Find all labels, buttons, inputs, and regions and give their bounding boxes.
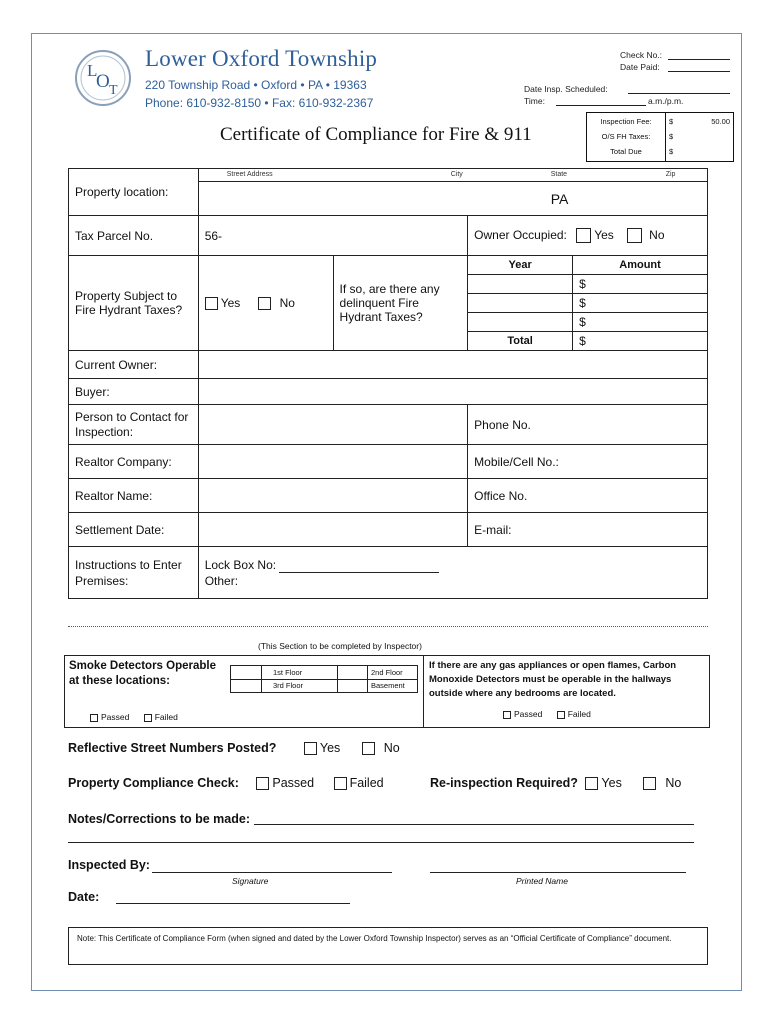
co-pass-fail (503, 709, 591, 719)
fee-row-taxes (587, 132, 733, 144)
smoke-failed-label: Failed (154, 712, 178, 722)
phone-field[interactable]: Phone No. (468, 405, 708, 445)
owner-no-label: No (649, 227, 665, 242)
other-label: Other: (204, 573, 239, 588)
realtor-name-field[interactable] (198, 479, 467, 513)
buyer-label: Buyer: (69, 379, 199, 405)
realtor-company-label: Realtor Company: (69, 445, 199, 479)
owner-no-checkbox[interactable] (627, 228, 642, 243)
contact-label: Person to Contact for Inspection: (69, 405, 199, 445)
instructions-label: Instructions to Enter Premises: (69, 547, 199, 599)
fire-hydrant-options (198, 256, 333, 351)
co-failed-label: Failed (567, 709, 591, 719)
smoke-passed-checkbox[interactable] (90, 714, 98, 722)
reinspection-no-checkbox[interactable] (643, 777, 656, 790)
inspector-box (64, 655, 710, 728)
email-field[interactable]: E-mail: (468, 513, 708, 547)
compliance-passed-checkbox[interactable] (256, 777, 269, 790)
notes-field-line-2[interactable] (68, 830, 694, 843)
smoke-failed-checkbox[interactable] (144, 714, 152, 722)
street-numbers-no-label: No (383, 741, 400, 755)
certificate-title: Certificate of Compliance for Fire & 911 (220, 124, 532, 145)
reinspection-no-label: No (665, 776, 682, 790)
co-passed-checkbox[interactable] (503, 711, 511, 719)
notes-label: Notes/Corrections to be made: (68, 812, 250, 826)
lockbox-field[interactable] (279, 563, 439, 573)
date-insp-field[interactable] (628, 84, 730, 94)
compliance-failed-label: Failed (349, 776, 384, 790)
section-divider (68, 626, 708, 627)
year-field-2[interactable] (468, 294, 573, 313)
fee-row-inspection (587, 117, 733, 129)
official-note-box: Note: This Certificate of Compliance Form (when signed and dated by the Lower Oxford Township Inspector) serves as an “Official Certificate of Compliance” document. (68, 927, 708, 965)
tax-parcel-label: Tax Parcel No. (69, 216, 199, 256)
hydrant-no-checkbox[interactable] (258, 297, 271, 310)
inspected-by-label: Inspected By: (68, 858, 150, 872)
time-field[interactable] (556, 96, 646, 106)
current-owner-label: Current Owner: (69, 351, 199, 379)
amount-field-2[interactable]: $ (573, 294, 708, 313)
date-paid-label: Date Paid: (620, 62, 660, 72)
township-address: 220 Township Road • Oxford • PA • 19363 (145, 78, 367, 92)
street-numbers-yes-checkbox[interactable] (304, 742, 317, 755)
fee-box (586, 112, 734, 162)
reinspection-yes-label: Yes (601, 776, 622, 790)
logo-letter-o: O (96, 71, 110, 92)
am-pm-label: a.m./p.m. (648, 96, 684, 106)
fee-row-total (587, 147, 733, 159)
date-paid-field[interactable] (668, 62, 730, 72)
owner-occupied-label: Owner Occupied: (474, 227, 567, 242)
office-field[interactable]: Office No. (468, 479, 708, 513)
township-phone: Phone: 610-932-8150 • Fax: 610-932-2367 (145, 96, 374, 110)
zip-caption: Zip (665, 171, 676, 178)
compliance-passed-label: Passed (272, 776, 315, 790)
current-owner-field[interactable] (198, 351, 707, 379)
street-numbers-no-checkbox[interactable] (362, 742, 375, 755)
hydrant-yes-label: Yes (220, 295, 241, 310)
property-location-field[interactable] (198, 169, 707, 216)
compliance-row (68, 776, 384, 790)
reinspection-label: Re-inspection Required? (430, 776, 578, 790)
fee-amount: 50.00 (711, 117, 730, 126)
date-field[interactable] (116, 890, 350, 904)
fire-hydrant-label: Property Subject to Fire Hydrant Taxes? (69, 256, 199, 351)
fee-label: Inspection Fee: (600, 117, 652, 126)
total-label: Total (468, 332, 573, 351)
fee-label: Total Due (610, 147, 642, 156)
fee-currency: $ (669, 147, 674, 156)
floor2-label: 2nd Floor (371, 668, 403, 677)
street-numbers-row (68, 741, 400, 755)
smoke-title: Smoke Detectors Operable at these locations: (69, 660, 217, 687)
floor3-label: 3rd Floor (273, 681, 304, 690)
year-field-1[interactable] (468, 275, 573, 294)
state-caption: State (550, 171, 568, 178)
printed-name-field[interactable] (430, 859, 686, 873)
smoke-passed-label: Passed (101, 712, 130, 722)
tax-parcel-field[interactable]: 56- (198, 216, 467, 256)
city-caption: City (450, 171, 463, 178)
mobile-field[interactable]: Mobile/Cell No.: (468, 445, 708, 479)
township-name: Lower Oxford Township (145, 46, 378, 71)
co-failed-checkbox[interactable] (557, 711, 565, 719)
street-numbers-label: Reflective Street Numbers Posted? (68, 741, 277, 755)
signature-caption: Signature (232, 876, 269, 886)
owner-yes-checkbox[interactable] (576, 228, 591, 243)
property-form-table (68, 168, 708, 599)
fee-currency: $ (669, 132, 674, 141)
amount-header: Amount (573, 256, 708, 275)
owner-occupied-cell (468, 216, 708, 256)
inspector-section-note: (This Section to be completed by Inspector) (258, 641, 422, 651)
owner-yes-label: Yes (594, 227, 614, 242)
signature-field[interactable] (152, 859, 392, 873)
compliance-label: Property Compliance Check: (68, 776, 239, 790)
printed-name-caption: Printed Name (516, 876, 568, 886)
township-logo (74, 49, 132, 107)
fee-label: O/S FH Taxes: (601, 132, 651, 141)
time-label: Time: (524, 96, 545, 106)
reinspection-row (430, 776, 681, 790)
fee-currency: $ (669, 117, 674, 126)
reinspection-yes-checkbox[interactable] (585, 777, 598, 790)
co-detector-text: If there are any gas appliances or open flames, Carbon Monoxide Detectors must be operable in the hallways outside where any bedrooms are located. (429, 660, 677, 699)
hydrant-yes-checkbox[interactable] (205, 297, 218, 310)
check-no-label: Check No.: (620, 50, 663, 60)
smoke-pass-fail (90, 712, 178, 722)
date-insp-label: Date Insp. Scheduled: (524, 84, 608, 94)
year-field-3[interactable] (468, 313, 573, 332)
settlement-field[interactable] (198, 513, 467, 547)
floor1-label: 1st Floor (273, 668, 303, 677)
amount-field-3[interactable]: $ (573, 313, 708, 332)
settlement-label: Settlement Date: (69, 513, 199, 547)
state-value: PA (550, 191, 569, 207)
year-header: Year (468, 256, 573, 275)
notes-field-line-1[interactable] (254, 812, 694, 825)
delinquent-label: If so, are there any delinquent Fire Hydrant Taxes? (333, 256, 468, 351)
co-passed-label: Passed (514, 709, 543, 719)
compliance-failed-checkbox[interactable] (334, 777, 347, 790)
logo-letter-l: L (87, 61, 98, 80)
instructions-field[interactable] (198, 547, 707, 599)
check-no-field[interactable] (668, 50, 730, 60)
street-caption: Street Address (226, 171, 273, 178)
street-numbers-yes-label: Yes (319, 741, 341, 755)
total-amount-field[interactable]: $ (573, 332, 708, 351)
floor-grid (230, 665, 418, 693)
amount-field-1[interactable]: $ (573, 275, 708, 294)
buyer-field[interactable] (198, 379, 707, 405)
realtor-name-label: Realtor Name: (69, 479, 199, 513)
basement-label: Basement (371, 681, 405, 690)
realtor-company-field[interactable] (198, 445, 467, 479)
contact-field[interactable] (198, 405, 467, 445)
property-location-label: Property location: (69, 169, 199, 216)
logo-letter-t: T (109, 83, 118, 98)
lockbox-label: Lock Box No: (204, 557, 277, 572)
hydrant-no-label: No (279, 295, 295, 310)
date-label: Date: (68, 890, 100, 904)
